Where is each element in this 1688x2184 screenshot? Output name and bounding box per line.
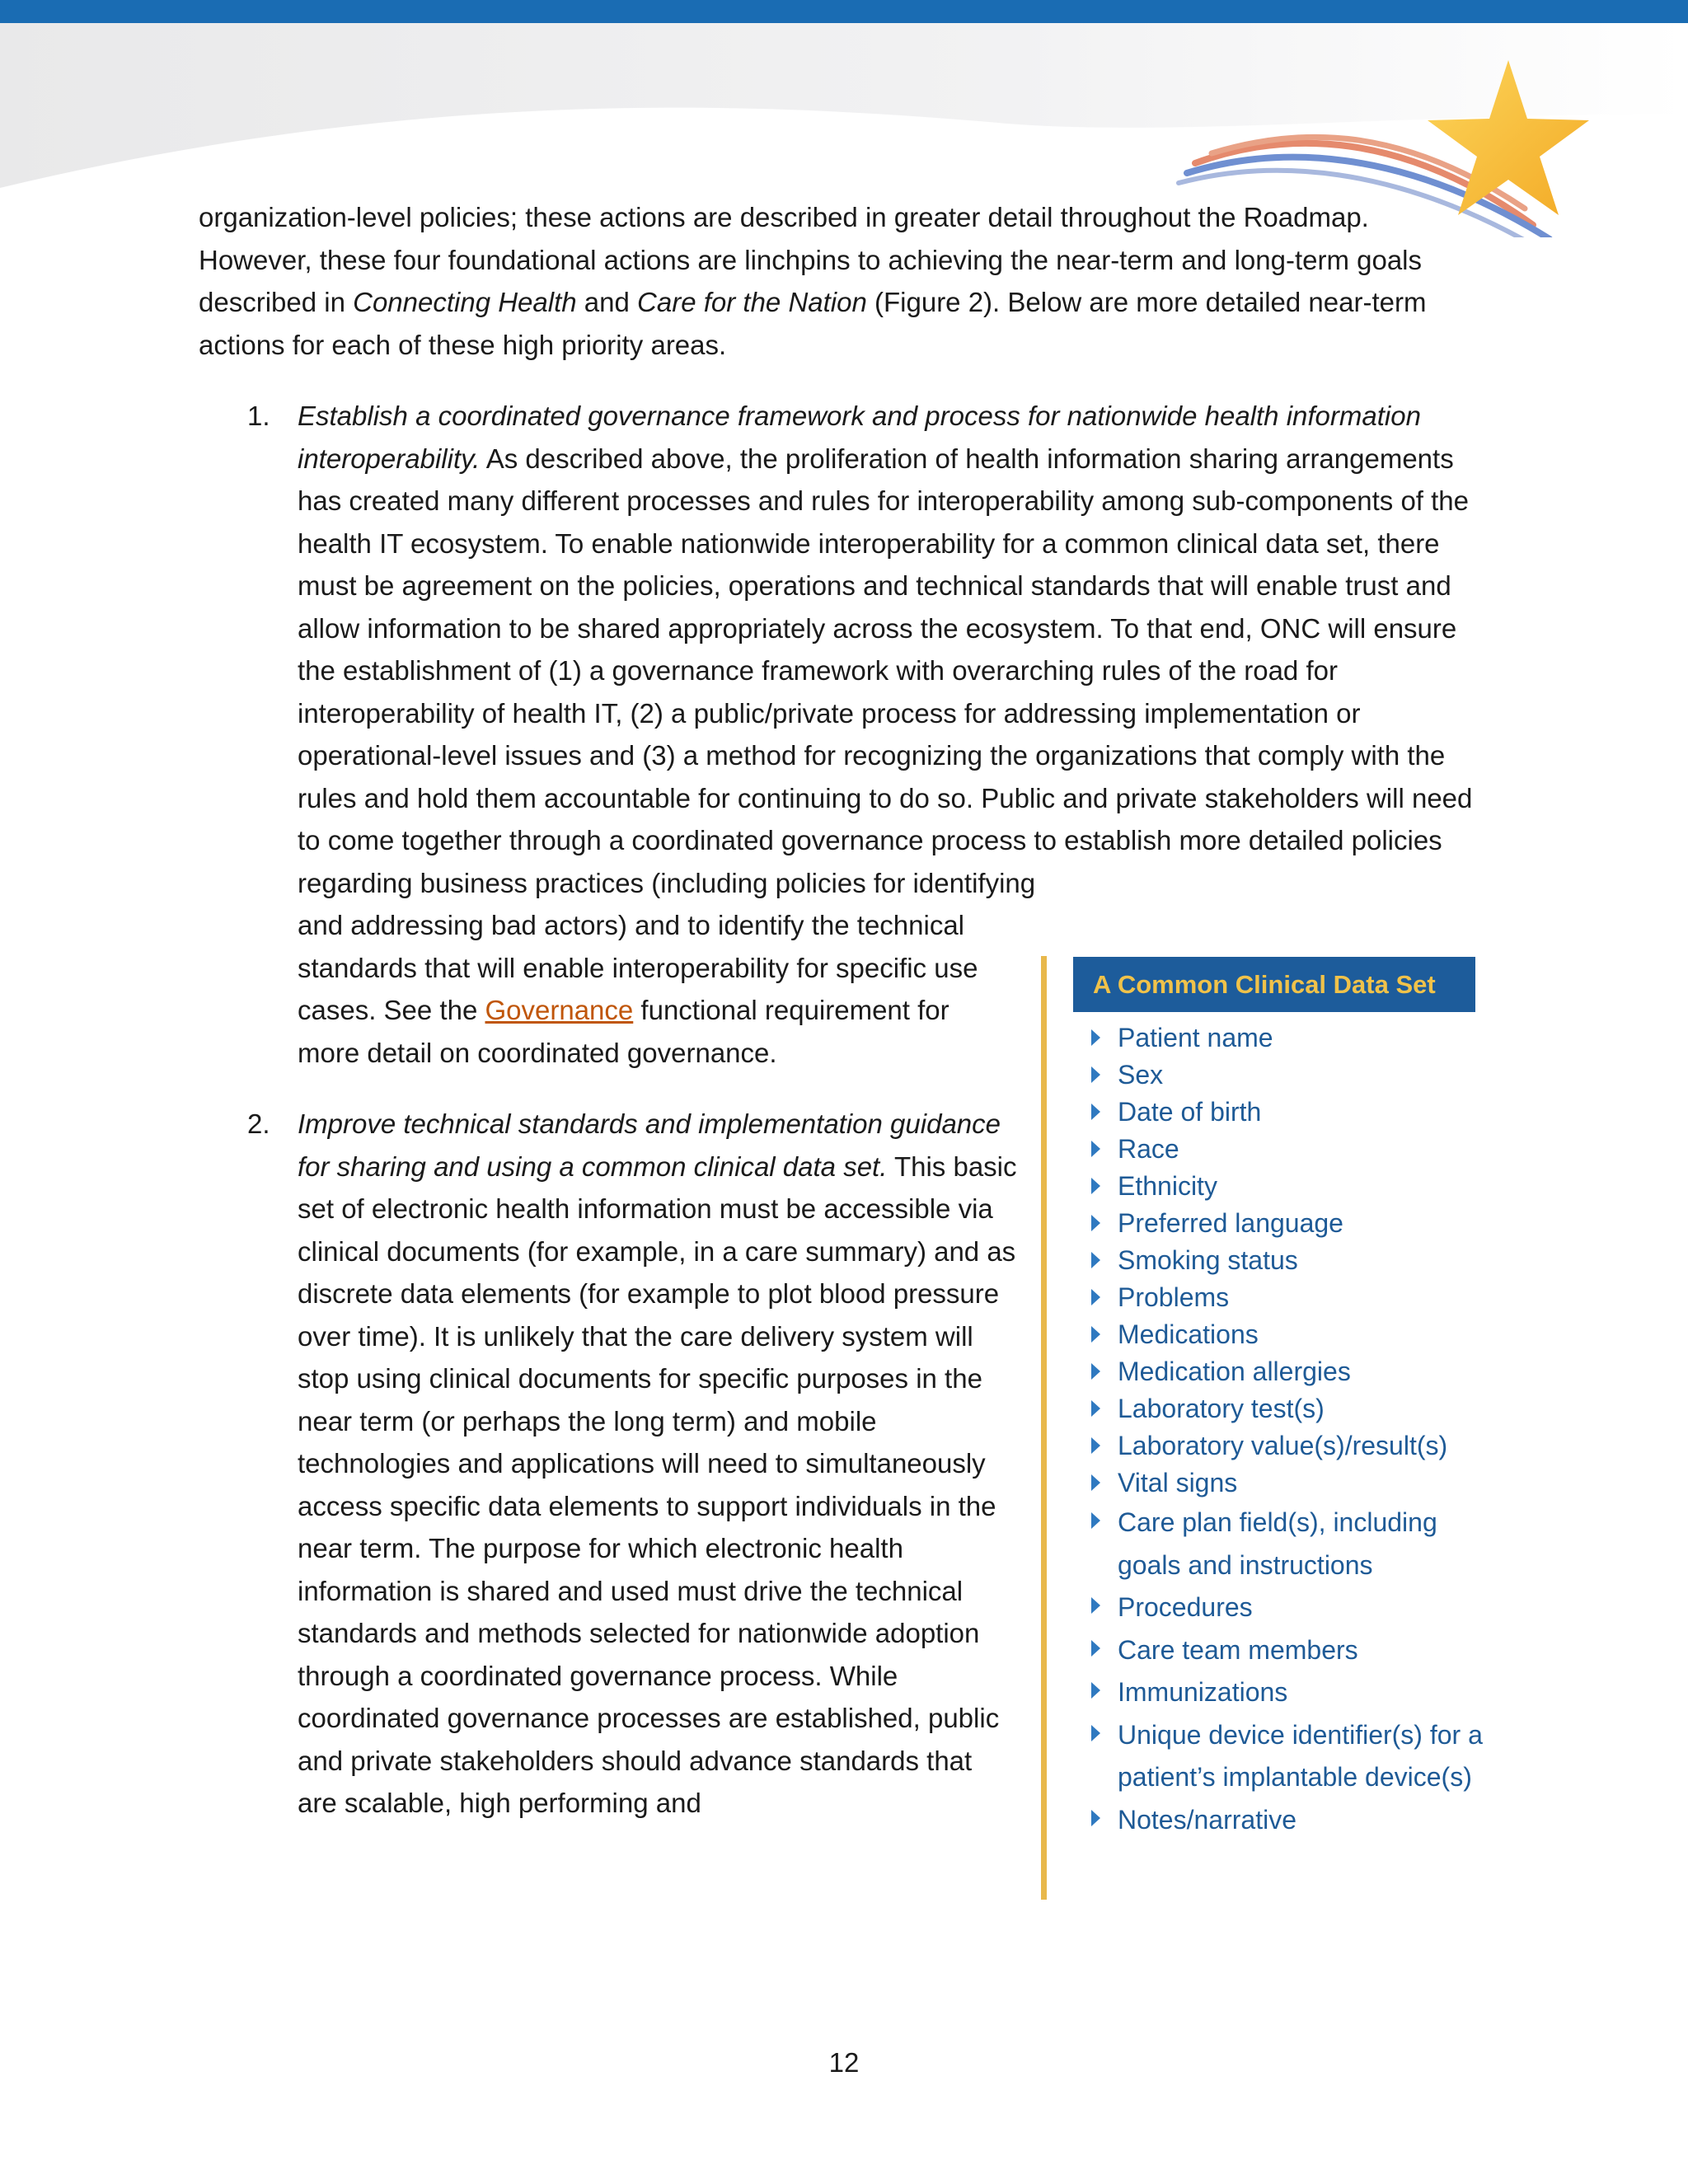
title-care-for-the-nation: Care for the Nation xyxy=(637,287,867,317)
sidebar-title: A Common Clinical Data Set xyxy=(1073,957,1475,1012)
list-item xyxy=(1088,1586,1484,1629)
list-item xyxy=(1088,1714,1484,1799)
triangle-right-icon xyxy=(1091,1640,1100,1657)
item-text: As described above, the proliferation of health information sharing arrangements has created many different processes and rules for interoperability among sub-components of the health IT ecosystem. To enable nationwide interoperability for a common clinical data set, there must be agreement on the policies, operations and technical standards that will enable trust and allow information to be shared appropriately across the ecosystem. To that end, ONC will ensure the establishment of (1) a governance framework with overarching rules of the road for interoperability of health IT, (2) a public/private process for addressing implementation or operational-level issues and (3) a method for recognizing the organizations that comply with the rules and hold them accountable for continuing to do so. Public and private stakeholders will need to come together through a coordinated governance process to establish more detailed policies regarding business practices (including policies for identifying xyxy=(298,443,1473,898)
list-item-label: Vital signs xyxy=(1118,1468,1238,1497)
intro-conjunction: and xyxy=(584,287,638,317)
list-item-label: Laboratory value(s)/result(s) xyxy=(1118,1431,1448,1460)
list-item-label: Medications xyxy=(1118,1319,1259,1349)
sidebar-accent-rule xyxy=(1041,956,1047,1900)
list-item-label: Preferred language xyxy=(1118,1208,1343,1238)
list-item xyxy=(1088,1502,1484,1586)
list-number: 2. xyxy=(247,1108,270,1139)
item-text: and addressing bad actors) and to identify the technical standards that will enable interoperability for specific use cases. See the xyxy=(298,910,978,1025)
list-item-label: Notes/narrative xyxy=(1118,1804,1296,1835)
triangle-right-icon xyxy=(1091,1066,1100,1083)
list-item xyxy=(1088,1629,1484,1672)
page-number: 12 xyxy=(828,2047,860,2078)
triangle-right-icon xyxy=(1091,1597,1100,1614)
list-item xyxy=(1088,1094,1484,1131)
triangle-right-icon xyxy=(1091,1682,1100,1699)
list-item-governance-continued xyxy=(298,904,1015,1074)
triangle-right-icon xyxy=(1091,1725,1100,1741)
intro-paragraph xyxy=(199,196,1484,366)
list-item-label: Immunizations xyxy=(1118,1677,1288,1707)
list-item-governance xyxy=(298,395,1493,904)
list-item-label: Care team members xyxy=(1118,1634,1358,1665)
list-item xyxy=(1088,1799,1484,1842)
list-number: 1. xyxy=(247,401,270,431)
list-item xyxy=(1088,1019,1484,1057)
item-text: functional requirement for more detail on coordinated governance. xyxy=(298,995,950,1068)
triangle-right-icon xyxy=(1091,1104,1100,1120)
triangle-right-icon xyxy=(1091,1400,1100,1417)
list-item-label: Medication allergies xyxy=(1118,1357,1351,1386)
list-item-label: Care plan field(s), including goals and instructions xyxy=(1118,1507,1437,1580)
list-item-label: Unique device identifier(s) for a patient’s implantable device(s) xyxy=(1118,1719,1483,1792)
list-item-standards xyxy=(298,1103,1019,1825)
list-item-label: Ethnicity xyxy=(1118,1171,1217,1201)
governance-link[interactable]: Governance xyxy=(485,995,634,1025)
list-item xyxy=(1088,1205,1484,1242)
list-item xyxy=(1088,1316,1484,1353)
list-item-label: Laboratory test(s) xyxy=(1118,1394,1325,1423)
triangle-right-icon xyxy=(1091,1512,1100,1529)
intro-text: organization-level policies; these actions are described in greater detail throughout the Roadmap. However, these four foundational actions are linchpins to achieving the near-term and long-term goals described in xyxy=(199,202,1423,317)
header-bar xyxy=(0,0,1688,23)
list-item xyxy=(1088,1465,1484,1502)
list-item xyxy=(1088,1353,1484,1390)
triangle-right-icon xyxy=(1091,1141,1100,1157)
triangle-right-icon xyxy=(1091,1363,1100,1380)
list-item xyxy=(1088,1168,1484,1205)
list-item xyxy=(1088,1390,1484,1427)
list-item-label: Sex xyxy=(1118,1060,1164,1090)
item-text: This basic set of electronic health information must be accessible via clinical documents (for example, in a care summary) and as discrete data elements (for example to plot blood pressure over time). It is unlikely that the care delivery system will stop using clinical documents for specific purposes in the near term (or perhaps the long term) and mobile technologies and applications will need to simultaneously access specific data elements to support individuals in the near term. The purpose for which electronic health information is shared and used must drive the technical standards and methods selected for nationwide adoption through a coordinated governance process. While coordinated governance processes are established, public and private stakeholders should advance standards that are scalable, high performing and xyxy=(298,1151,1017,1818)
list-item xyxy=(1088,1057,1484,1094)
list-item xyxy=(1088,1279,1484,1316)
triangle-right-icon xyxy=(1091,1437,1100,1454)
list-item xyxy=(1088,1242,1484,1279)
triangle-right-icon xyxy=(1091,1474,1100,1491)
intro-text-end: (Figure 2). Below are more detailed near-term actions for each of these high priority areas. xyxy=(199,287,1427,360)
triangle-right-icon xyxy=(1091,1326,1100,1343)
triangle-right-icon xyxy=(1091,1289,1100,1305)
list-item-label: Patient name xyxy=(1118,1023,1273,1052)
triangle-right-icon xyxy=(1091,1810,1100,1826)
list-item xyxy=(1088,1131,1484,1168)
list-item-label: Smoking status xyxy=(1118,1245,1298,1275)
triangle-right-icon xyxy=(1091,1178,1100,1194)
clinical-data-set-list xyxy=(1088,1019,1484,1841)
item-lead: Improve technical standards and implementation guidance for sharing and using a common clinical data set. xyxy=(298,1108,1001,1182)
list-item xyxy=(1088,1671,1484,1714)
list-item-label: Race xyxy=(1118,1134,1179,1164)
item-lead: Establish a coordinated governance framework and process for nationwide health information interoperability. xyxy=(298,401,1421,474)
list-item-label: Problems xyxy=(1118,1282,1230,1312)
triangle-right-icon xyxy=(1091,1029,1100,1046)
list-item xyxy=(1088,1427,1484,1465)
triangle-right-icon xyxy=(1091,1252,1100,1268)
title-connecting-health: Connecting Health xyxy=(353,287,584,317)
list-item-label: Date of birth xyxy=(1118,1097,1262,1127)
triangle-right-icon xyxy=(1091,1215,1100,1231)
list-item-label: Procedures xyxy=(1118,1592,1253,1622)
